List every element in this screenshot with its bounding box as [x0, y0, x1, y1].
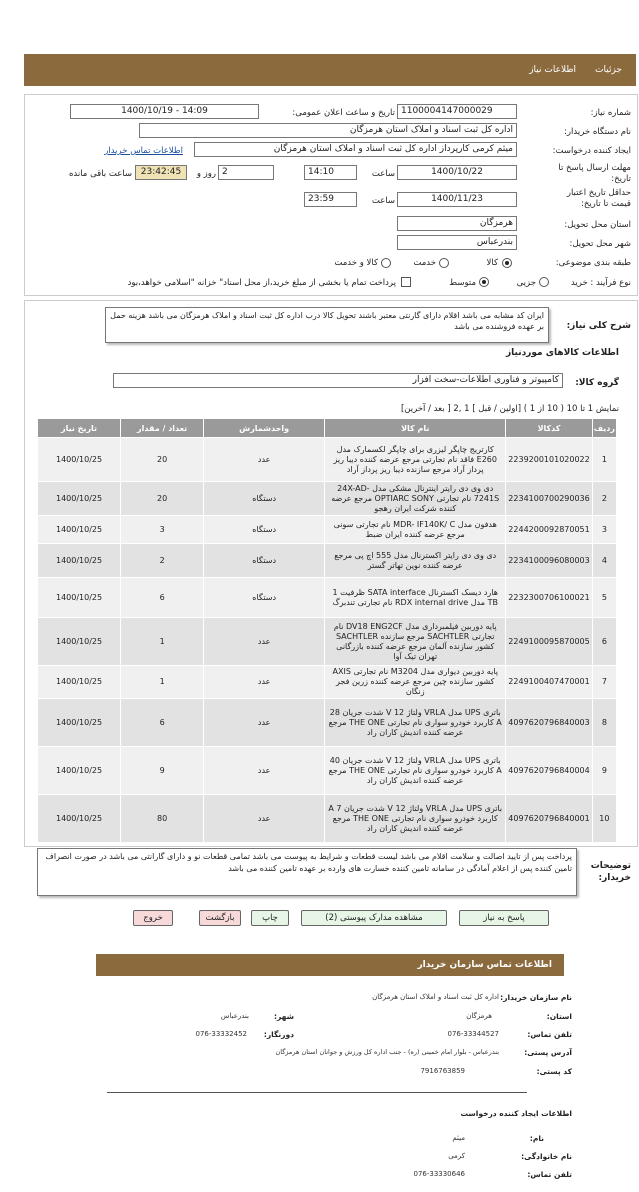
cell-qty: 6	[121, 699, 204, 747]
cell-date: 1400/10/25	[38, 544, 121, 578]
creator-phone-value: 076-33330646	[413, 1170, 465, 1178]
cell-date: 1400/10/25	[38, 578, 121, 618]
province-field: هرمزگان	[397, 216, 517, 231]
cell-qty: 6	[121, 578, 204, 618]
cell-unit: دستگاه	[204, 544, 325, 578]
cell-date: 1400/10/25	[38, 747, 121, 795]
cell-name: باتری UPS مدل VRLA ولتاژ 12 V شدت جریان 40 A کاربرد خودرو سواری نام تجارتی THE ONE مرجع عرضه کننده اندیش کاران راد	[325, 747, 506, 795]
pagination[interactable]: نمایش 1 تا 10 ( 10 از 1 ) [اولین / قبل ] 1 ,2 [ بعد / آخرین]	[400, 404, 619, 414]
buyer-org-label: نام دستگاه خریدار:	[564, 127, 631, 137]
creator-info-heading: اطلاعات ایجاد کننده درخواست	[460, 1109, 572, 1118]
cell-date: 1400/10/25	[38, 699, 121, 747]
reply-button[interactable]: پاسخ به نیاز	[459, 910, 549, 926]
announce-label: تاریخ و ساعت اعلان عمومی:	[292, 108, 395, 118]
cell-date: 1400/10/25	[38, 618, 121, 666]
cell-row-number: 4	[592, 544, 616, 578]
contact-divider	[107, 1092, 527, 1093]
summary-text: ایران کد مشابه می باشد اقلام دارای گارنتی معتبر باشند تحویل کالا درب اداره کل ثبت اسناد و املاک هرمزگان می باشد هزینه حمل بر عهده فروشنده می باشد	[105, 307, 549, 343]
table-row	[38, 544, 617, 578]
city-label: شهر محل تحویل:	[569, 239, 631, 249]
creator-phone-label: تلفن تماس:	[527, 1170, 572, 1179]
payment-treasury-checkbox[interactable]	[401, 277, 411, 287]
cell-name: باتری UPS مدل VRLA ولتاژ 12 V شدت جریان 28 A کاربرد خودرو سواری نام تجارتی THE ONE مرجع عرضه کننده اندیش کاران راد	[325, 699, 506, 747]
creator-name-value: میثم	[452, 1134, 465, 1142]
province-label: استان محل تحویل:	[564, 220, 631, 230]
cell-unit: عدد	[204, 618, 325, 666]
table-row	[38, 666, 617, 699]
contact-fax-value: 076-33332452	[195, 1030, 247, 1038]
table-row	[38, 618, 617, 666]
cell-date: 1400/10/25	[38, 516, 121, 544]
cell-qty: 20	[121, 482, 204, 516]
category-label: طبقه بندی موضوعی:	[555, 258, 631, 268]
cell-qty: 20	[121, 438, 204, 482]
contact-org-value: اداره کل ثبت اسناد و املاک استان هرمزگان	[372, 993, 499, 1001]
cell-code: 2232300706100021	[506, 578, 592, 618]
process-medium-radio[interactable]	[479, 277, 489, 287]
cell-name: پایه دوربین فیلمبرداری مدل DV18 ENG2CF نام تجارتی SACHTLER مرجع سازنده SACHTLER کشور سازنده آلمان مرجع عرضه کننده بازرگانی تهران تیک آوا	[325, 618, 506, 666]
contact-province-value: هرمزگان	[466, 1012, 492, 1020]
cell-qty: 1	[121, 618, 204, 666]
contact-phone-value: 076-33344527	[447, 1030, 499, 1038]
category-service-label: خدمت	[413, 258, 436, 268]
cell-code: 2244200092870051	[506, 516, 592, 544]
remaining-label: ساعت باقی مانده	[68, 169, 132, 179]
cell-row-number: 8	[592, 699, 616, 747]
buyer-contact-link[interactable]: اطلاعات تماس خریدار	[104, 146, 183, 156]
col-name: نام کالا	[325, 419, 506, 438]
goods-table	[37, 418, 617, 843]
contact-address-label: آدرس پستی:	[524, 1048, 572, 1057]
cell-unit: دستگاه	[204, 578, 325, 618]
contact-fax-label: دورنگار:	[263, 1030, 294, 1039]
cell-row-number: 10	[592, 795, 616, 843]
validity-date-field: 1400/11/23	[397, 192, 517, 207]
cell-row-number: 6	[592, 618, 616, 666]
cell-unit: دستگاه	[204, 482, 325, 516]
cell-row-number: 9	[592, 747, 616, 795]
need-number-field: 1100004147000029	[397, 104, 517, 119]
cell-code: 2249100407470001	[506, 666, 592, 699]
cell-qty: 9	[121, 747, 204, 795]
city-field: بندرعباس	[397, 235, 517, 250]
table-header-row	[38, 419, 617, 438]
cell-unit: دستگاه	[204, 516, 325, 544]
exit-button[interactable]: خروج	[133, 910, 173, 926]
contact-postal-label: کد پستی:	[536, 1067, 572, 1076]
need-number-label: شماره نیاز:	[590, 108, 631, 118]
cell-code: 4097620796840004	[506, 747, 592, 795]
process-medium-label: متوسط	[449, 278, 476, 288]
deadline-time-label: ساعت	[371, 169, 395, 179]
table-row	[38, 747, 617, 795]
table-row	[38, 482, 617, 516]
cell-qty: 1	[121, 666, 204, 699]
process-label: نوع فرآیند : خرید	[570, 278, 631, 288]
cell-unit: عدد	[204, 699, 325, 747]
remaining-time-field: 23:42:45	[135, 165, 187, 180]
col-row: ردیف	[592, 419, 616, 438]
tab-details[interactable]: جزئیات	[595, 65, 622, 75]
back-button[interactable]: بازگشت	[199, 910, 241, 926]
cell-name: باتری UPS مدل VRLA ولتاژ 12 V شدت جریان 7 A کاربرد خودرو سواری نام تجارتی THE ONE مرجع عرضه کننده اندیش کاران راد	[325, 795, 506, 843]
cell-qty: 3	[121, 516, 204, 544]
contact-city-value: بندرعباس	[220, 1012, 249, 1020]
creator-field: میثم کرمی کارپرداز اداره کل ثبت اسناد و املاک استان هرمزگان	[194, 142, 517, 157]
cell-qty: 80	[121, 795, 204, 843]
cell-code: 4097620796840001	[506, 795, 592, 843]
table-row	[38, 516, 617, 544]
category-service-radio[interactable]	[439, 258, 449, 268]
days-field: 2	[218, 165, 274, 180]
payment-treasury-label: پرداخت تمام یا بخشی از مبلغ خرید،از محل اسناد" خزانه "اسلامی خواهد،بود	[127, 278, 396, 288]
buyer-notes-label: توضیحات خریدار:	[590, 861, 631, 883]
category-goods-label: کالا	[486, 258, 498, 268]
summary-label: شرح کلی نیاز:	[566, 321, 631, 331]
cell-unit: عدد	[204, 747, 325, 795]
cell-unit: عدد	[204, 666, 325, 699]
table-row	[38, 795, 617, 843]
creator-name-label: نام:	[529, 1134, 544, 1143]
table-row	[38, 438, 617, 482]
deadline-time-field: 14:10	[304, 165, 357, 180]
cell-date: 1400/10/25	[38, 438, 121, 482]
col-code: کدکالا	[506, 419, 592, 438]
cell-code: 2234100096080003	[506, 544, 592, 578]
cell-name: پایه دوربین دیواری مدل M3204 نام تجارتی AXIS کشور سازنده چین مرجع عرضه کننده زرین فجر زنگان	[325, 666, 506, 699]
cell-row-number: 7	[592, 666, 616, 699]
contact-org-label: نام سازمان خریدار:	[500, 993, 572, 1002]
cell-date: 1400/10/25	[38, 482, 121, 516]
creator-family-value: کرمی	[448, 1152, 465, 1160]
contact-phone-label: تلفن تماس:	[527, 1030, 572, 1039]
table-row	[38, 578, 617, 618]
contact-postal-value: 7916763859	[420, 1067, 465, 1075]
table-row	[38, 699, 617, 747]
creator-label: ایجاد کننده درخواست:	[552, 146, 631, 156]
cell-unit: عدد	[204, 795, 325, 843]
contact-province-label: استان:	[546, 1012, 572, 1021]
deadline-label: مهلت ارسال پاسخ تا تاریخ:	[558, 163, 631, 184]
days-label: روز و	[196, 169, 216, 179]
cell-name: هدفون مدل MDR- IF140K/ C نام تجارتی سونی مرجع عرضه کننده ایران ضبط	[325, 516, 506, 544]
col-qty: تعداد / مقدار	[121, 419, 204, 438]
cell-row-number: 2	[592, 482, 616, 516]
attachments-button[interactable]: مشاهده مدارک پیوستی (2)	[301, 910, 447, 926]
cell-unit: عدد	[204, 438, 325, 482]
col-unit: واحدشمارش	[204, 419, 325, 438]
tab-need-info[interactable]: اطلاعات نیاز	[529, 65, 576, 75]
cell-row-number: 5	[592, 578, 616, 618]
contact-heading: اطلاعات تماس سازمان خریدار	[417, 960, 552, 970]
cell-name: هارد دیسک اکسترنال SATA interface ظرفیت 1 TB مدل RDX internal drive نام تجارتی تندبرگ	[325, 578, 506, 618]
creator-family-label: نام خانوادگی:	[521, 1152, 572, 1161]
cell-qty: 2	[121, 544, 204, 578]
announce-field: 1400/10/19 - 14:09	[70, 104, 259, 119]
validity-time-field: 23:59	[304, 192, 357, 207]
cell-code: 2239200101020022	[506, 438, 592, 482]
goods-group-field: کامپیوتر و فناوری اطلاعات-سخت افزار	[113, 373, 563, 388]
buyer-org-field: اداره کل ثبت اسناد و املاک استان هرمزگان	[139, 123, 517, 138]
cell-name: دی وی دی رایتر اکسترنال مدل 555 اچ پی مرجع عرضه کننده نوین تهاتر گستر	[325, 544, 506, 578]
validity-label: حداقل تاریخ اعتبار قیمت تا تاریخ:	[566, 188, 631, 209]
contact-heading-bar	[96, 954, 564, 976]
goods-group-label: گروه کالا:	[575, 378, 619, 388]
page-header-bar	[24, 54, 636, 86]
cell-row-number: 1	[592, 438, 616, 482]
goods-heading: اطلاعات کالاهای موردنیاز	[505, 348, 619, 358]
cell-row-number: 3	[592, 516, 616, 544]
contact-address-value: بندرعباس - بلوار امام خمینی (ره) - جنب اداره کل ورزش و جوانان استان هرمزگان	[275, 1048, 499, 1056]
category-goods-service-radio[interactable]	[381, 258, 391, 268]
cell-name: دی وی دی رایتر اینترنال مشکی مدل 24X-AD-7241S نام تجارتی OPTIARC SONY مرجع عرضه کننده شرکت ایران رهجو	[325, 482, 506, 516]
cell-code: 2249100095870005	[506, 618, 592, 666]
category-goods-service-label: کالا و خدمت	[334, 258, 378, 268]
contact-city-label: شهر:	[274, 1012, 294, 1021]
process-partial-radio[interactable]	[539, 277, 549, 287]
deadline-date-field: 1400/10/22	[397, 165, 517, 180]
col-date: تاریخ نیاز	[38, 419, 121, 438]
process-partial-label: جزیی	[516, 278, 536, 288]
validity-time-label: ساعت	[371, 196, 395, 206]
cell-date: 1400/10/25	[38, 666, 121, 699]
cell-name: کارتریج چاپگر لیزری برای چاپگر لکسمارک مدل E260 فاقد نام تجارتی مرجع عرضه کننده دیبا ریز پرداز آراد مرجع سازنده دیبا ریز پرداز آراد	[325, 438, 506, 482]
category-goods-radio[interactable]	[502, 258, 512, 268]
cell-code: 2234100700290036	[506, 482, 592, 516]
print-button[interactable]: چاپ	[251, 910, 289, 926]
cell-date: 1400/10/25	[38, 795, 121, 843]
cell-code: 4097620796840003	[506, 699, 592, 747]
buyer-notes-text: پرداخت پس از تایید اصالت و سلامت اقلام می باشد لیست قطعات و شرایط به پیوست می باشد تمامی قطعات نو و دارای گارانتی می باشد در صورت انصراف تامین کننده پس از اعلام آمادگی در سامانه تامین کننده خسارت های وارده بر عهده تامین کننده می باشد	[37, 848, 577, 896]
